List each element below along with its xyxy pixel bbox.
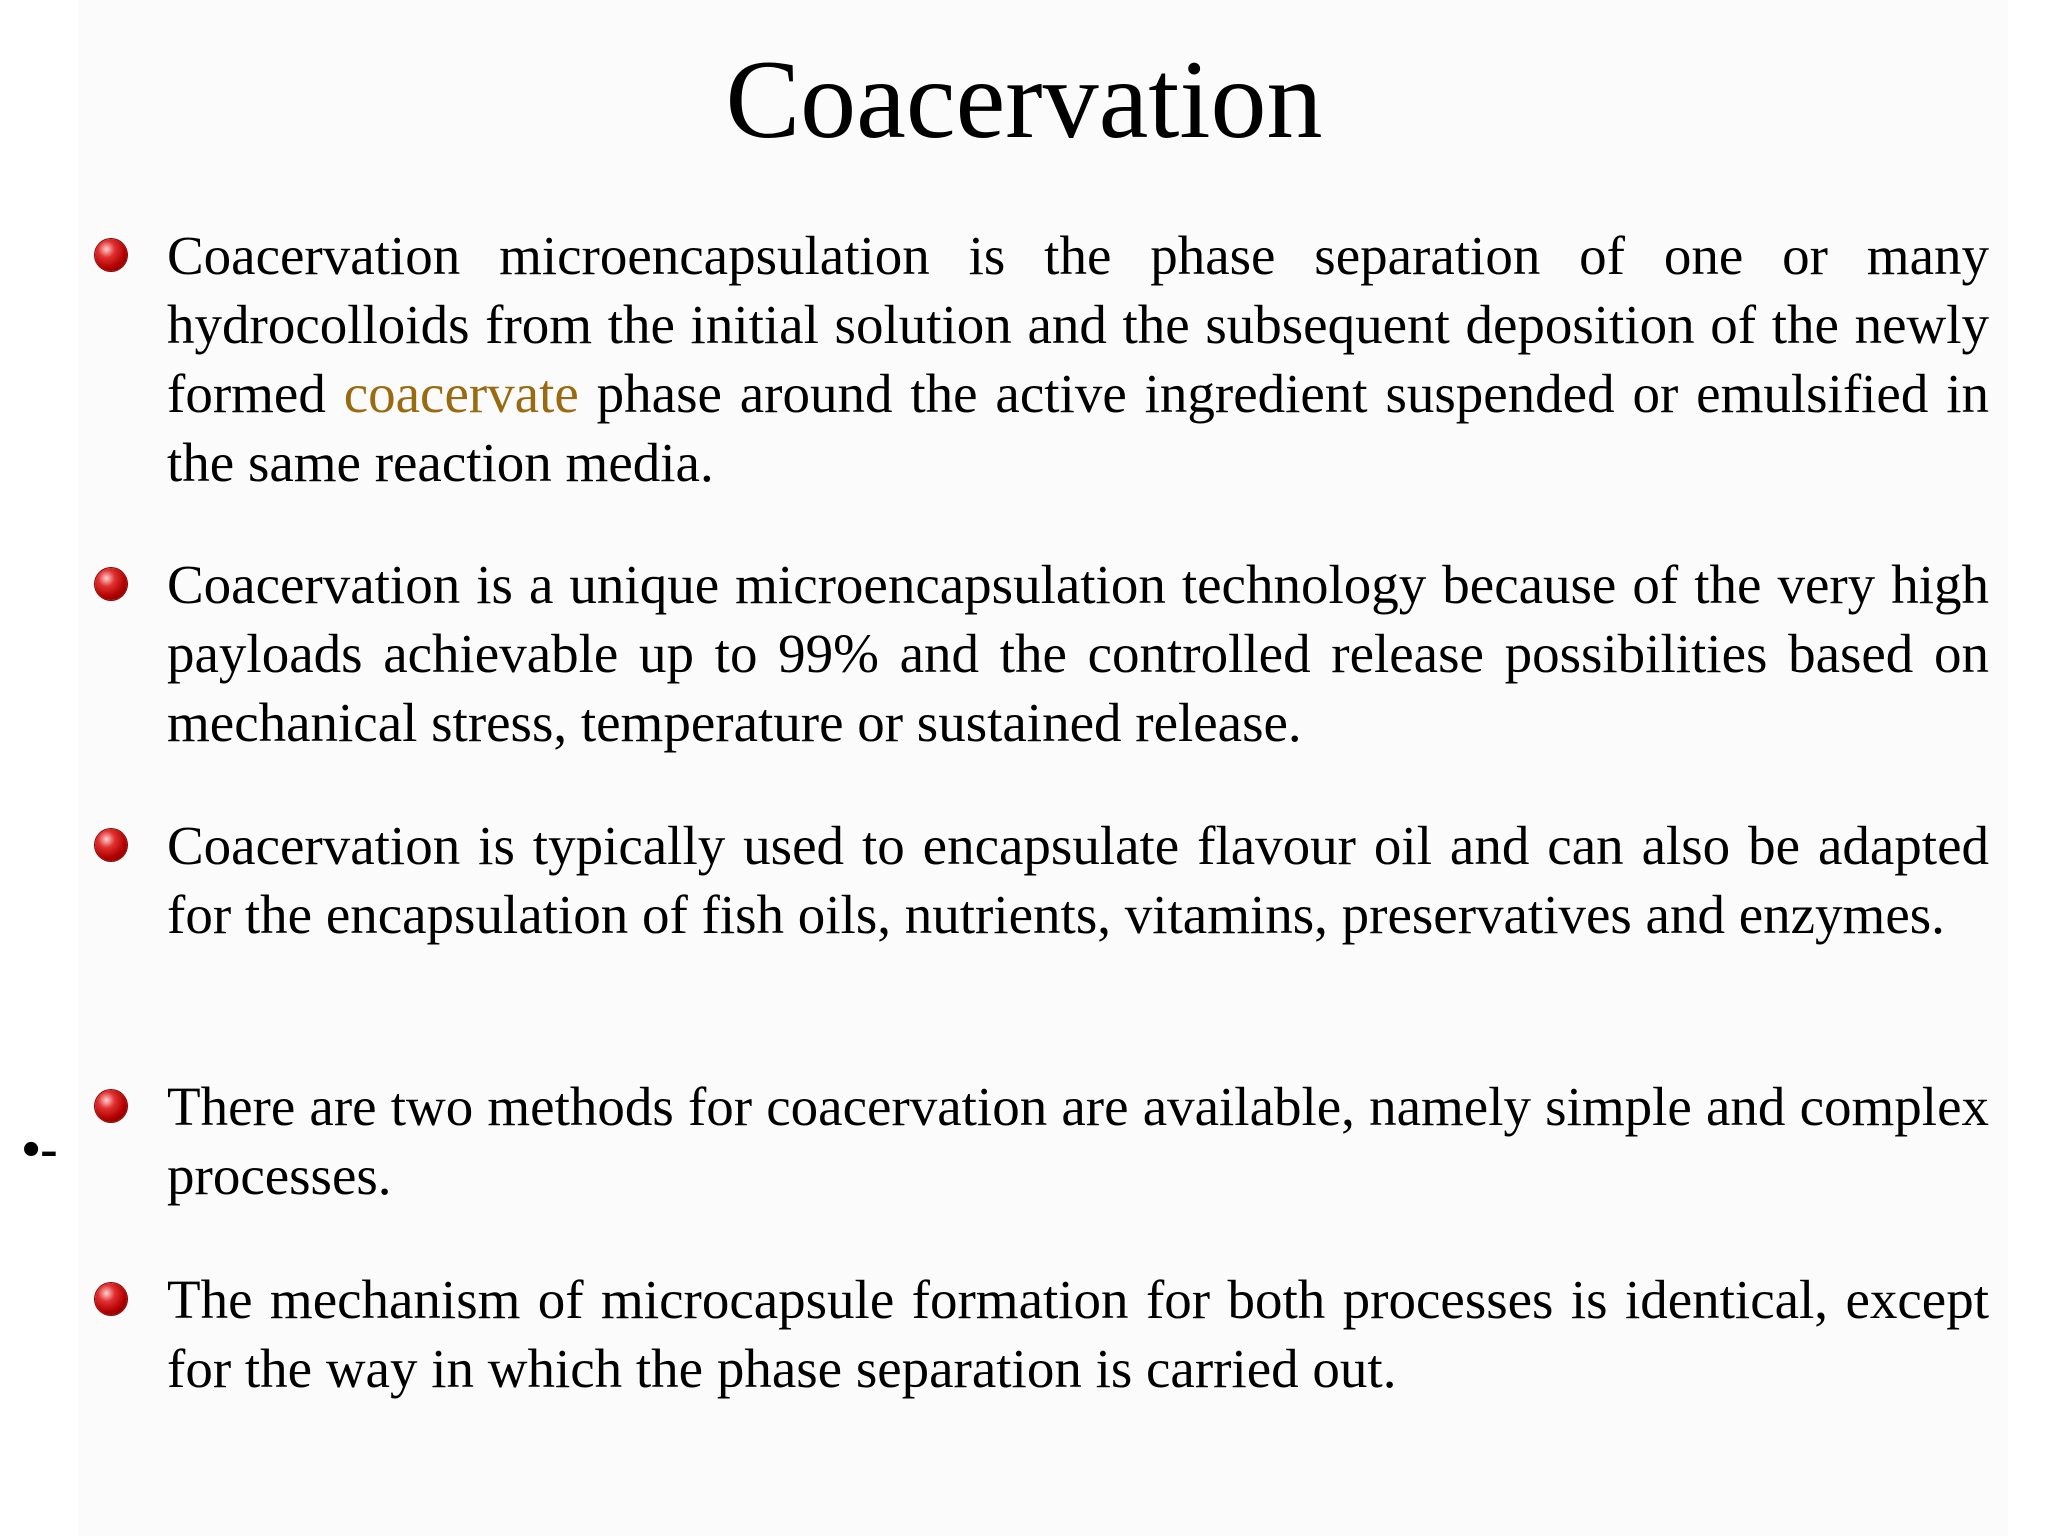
bullet-text-part: Coacervation microencapsulation is the phase separation of one or many hydrocolloids from the initial solution and the subsequent deposition of the newly formed bbox=[167, 225, 1989, 424]
highlighted-term: coacervate bbox=[343, 363, 579, 424]
red-sphere-bullet-icon bbox=[95, 568, 127, 600]
red-sphere-bullet-icon bbox=[95, 239, 127, 271]
bullet-text: Coacervation is typically used to encapsulate flavour oil and can also be adapted for the encapsulation of fish oils, nutrients, vitamins, preservatives and enzymes. bbox=[167, 815, 1989, 945]
red-sphere-bullet-icon bbox=[95, 1283, 127, 1315]
bullet-text: There are two methods for coacervation are available, namely simple and complex processes. bbox=[167, 1076, 1989, 1206]
bullet-text bbox=[167, 221, 1989, 497]
bullet-text-part: phase around the active ingredient suspended or emulsified in the same reaction media. bbox=[167, 363, 1989, 493]
bullet-text: The mechanism of microcapsule formation for both processes is identical, except for the way in which the phase separation is carried out. bbox=[167, 1269, 1989, 1399]
stray-bullet-mark: •- bbox=[22, 1121, 58, 1178]
bullet-text: Coacervation is a unique microencapsulation technology because of the very high payloads achievable up to 99% and the controlled release possibilities based on mechanical stress, temperature or sustained release. bbox=[167, 554, 1989, 753]
red-sphere-bullet-icon bbox=[95, 1090, 127, 1122]
red-sphere-bullet-icon bbox=[95, 829, 127, 861]
slide-title: Coacervation bbox=[725, 38, 1323, 162]
